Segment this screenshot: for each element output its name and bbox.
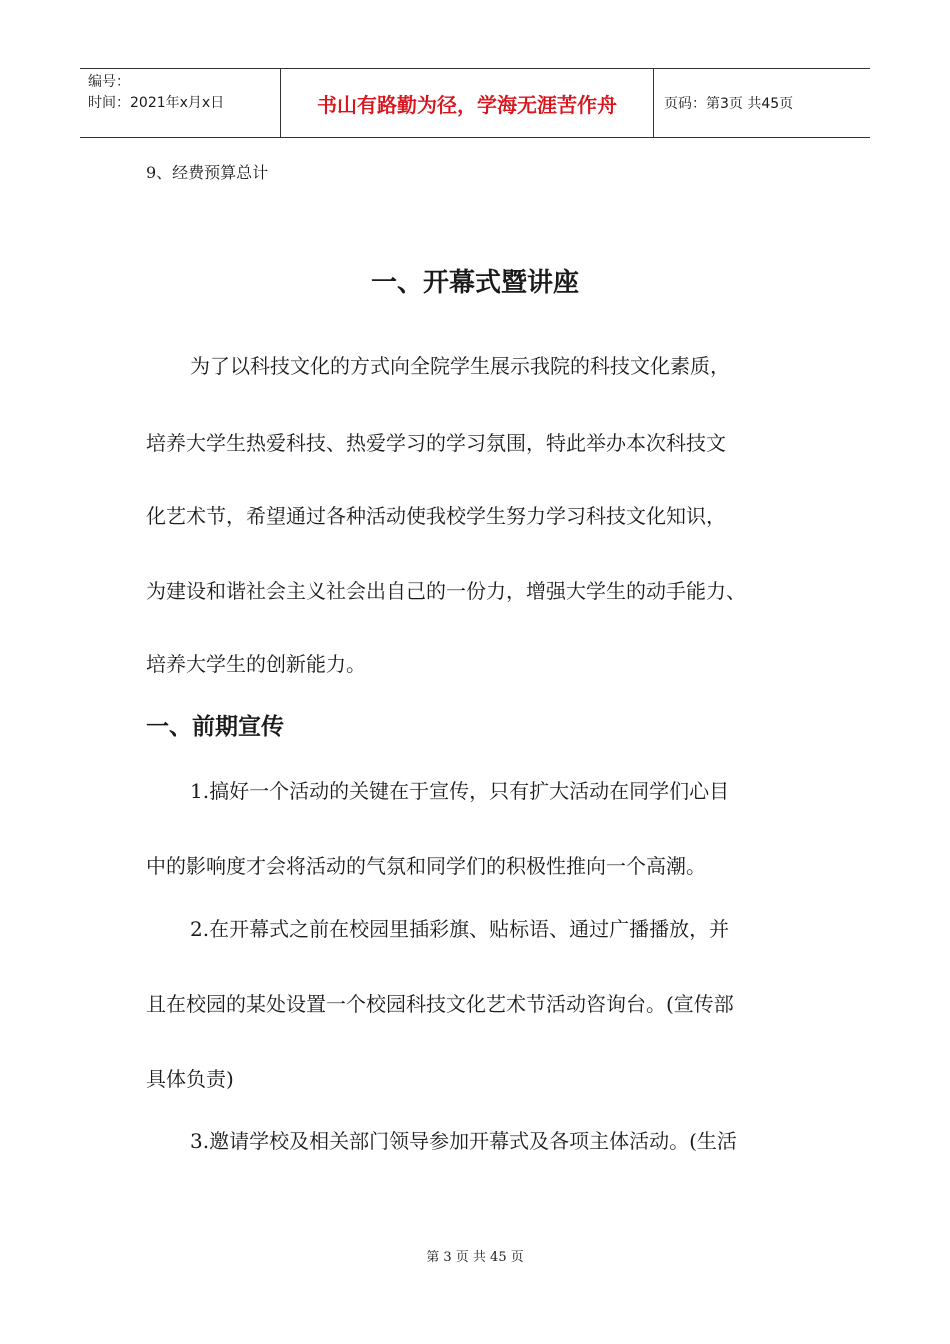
page-label: 页码：第3页 共45页 — [664, 96, 794, 112]
intro-line: 培养大学生热爱科技、热爱学习的学习氛围，特此举办本次科技文 — [146, 431, 726, 455]
budget-item: 9、经费预算总计 — [146, 163, 269, 182]
intro-line: 为建设和谐社会主义社会出自己的一份力，增强大学生的动手能力、 — [146, 579, 746, 603]
motto-cell — [281, 69, 654, 137]
header-meta-cell — [80, 69, 281, 137]
body-line: 且在校园的某处设置一个校园科技文化艺术节活动咨询台。(宣传部 — [146, 992, 734, 1016]
body-line: 3.邀请学校及相关部门领导参加开幕式及各项主体活动。(生活 — [190, 1129, 737, 1153]
body-line: 中的影响度才会将活动的气氛和同学们的积极性推向一个高潮。 — [146, 854, 706, 878]
page-number-cell — [654, 69, 870, 137]
body-line: 2.在开幕式之前在校园里插彩旗、贴标语、通过广播播放，并 — [190, 917, 730, 941]
page-title: 一、开幕式暨讲座 — [370, 268, 579, 298]
body-line: 1.搞好一个活动的关键在于宣传，只有扩大活动在同学们心目 — [190, 779, 730, 803]
intro-line: 为了以科技文化的方式向全院学生展示我院的科技文化素质， — [190, 354, 730, 378]
intro-line: 化艺术节，希望通过各种活动使我校学生努力学习科技文化知识， — [146, 504, 726, 528]
section-heading: 一、前期宣传 — [146, 714, 284, 740]
page-footer: 第 3 页 共 45 页 — [426, 1250, 524, 1265]
body-line: 具体负责) — [146, 1067, 234, 1091]
motto-text: 书山有路勤为径，学海无涯苦作舟 — [317, 92, 617, 117]
intro-line: 培养大学生的创新能力。 — [146, 652, 366, 676]
document-header — [80, 68, 870, 138]
date-label: 时间：2021年x月x日 — [88, 95, 225, 111]
number-label: 编号： — [88, 74, 130, 90]
